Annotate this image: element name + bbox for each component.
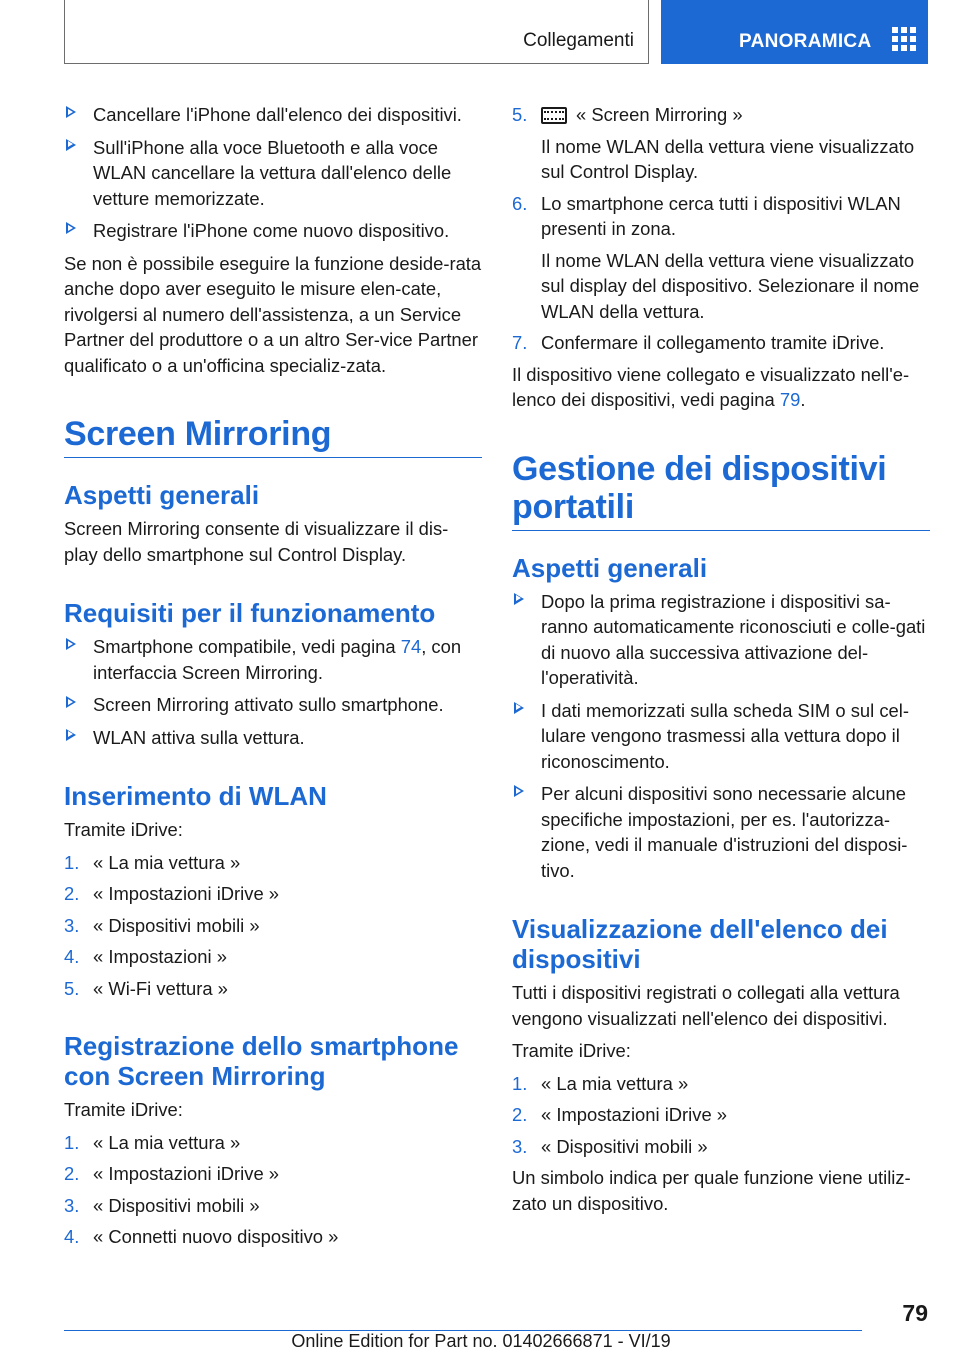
bullet-triangle-icon	[514, 702, 524, 714]
paragraph: Se non è possibile eseguire la funzione deside‐rata anche dopo aver eseguito le misure elen‐cate, rivolgersi al numero dell'assistenza, a un Service Partner del produttore o a un altro Ser‐vice Partner qualificato o a un'officina specializ‐zata.	[64, 252, 482, 376]
grid-icon	[892, 27, 916, 51]
step-item: 2. « Impostazioni iDrive »	[512, 1104, 728, 1125]
step-item: 5. « Wi-Fi vettura »	[64, 977, 228, 999]
paragraph: Tramite iDrive:	[64, 819, 183, 840]
bullet-triangle-icon	[66, 139, 76, 151]
step-item: 4. « Connetti nuovo dispositivo »	[64, 1226, 339, 1247]
list-item: I dati memorizzati sulla scheda SIM o sul cel‐lulare vengono trasmessi alla vettura dopo il riconoscimento.	[512, 698, 930, 775]
step-item: 6. Lo smartphone cerca tutti i dispositivi WLAN presenti in zona.	[512, 192, 901, 239]
bullet-triangle-icon	[66, 729, 76, 741]
subheading: Registrazione dello smartphone con Screen Mirroring	[64, 1031, 459, 1091]
overview-tab[interactable]	[661, 0, 928, 64]
bullet-triangle-icon	[514, 785, 524, 797]
list-item: Smartphone compatibile, vedi pagina 74, con interfaccia Screen Mirroring.	[64, 634, 482, 685]
subheading: Visualizzazione dell'elenco dei dispositivi	[512, 914, 888, 974]
subheading: Requisiti per il funzionamento	[64, 598, 436, 628]
paragraph: Un simbolo indica per quale funzione viene utiliz‐zato un dispositivo.	[512, 1167, 911, 1214]
page-number: 79	[902, 1300, 928, 1326]
left-column	[64, 102, 482, 1256]
footer-edition: Online Edition for Part no. 01402666871 - VI/19	[291, 1331, 671, 1351]
list-item: Sull'iPhone alla voce Bluetooth e alla voce WLAN cancellare la vettura dall'elenco delle vetture memorizzate.	[64, 135, 482, 212]
step-item: 2. « Impostazioni iDrive »	[64, 1163, 280, 1184]
step-item: 2. « Impostazioni iDrive »	[64, 883, 280, 904]
list-item: Screen Mirroring attivato sullo smartphone.	[64, 692, 482, 718]
step-item: 1. « La mia vettura »	[64, 851, 241, 873]
overview-tab-label: PANORAMICA	[739, 31, 872, 52]
subheading: Inserimento di WLAN	[64, 781, 327, 811]
screen-mirroring-icon	[541, 107, 567, 124]
step-item: 4. « Impostazioni »	[64, 946, 227, 967]
step-item: 3. « Dispositivi mobili »	[64, 914, 260, 936]
step-note: Il nome WLAN della vettura viene visualizzato sul display del dispositivo. Selezionare il nome WLAN della vettura.	[541, 249, 920, 322]
section-heading: Screen Mirroring	[64, 415, 482, 458]
list-item: Registrare l'iPhone come nuovo dispositivo.	[64, 218, 482, 244]
list-item: Per alcuni dispositivi sono necessarie alcune specifiche impostazioni, per es. l'autorizza‐zione, vedi il manuale d'istruzioni del disposi‐tivo.	[512, 781, 930, 883]
list-item: WLAN attiva sulla vettura.	[64, 725, 482, 751]
bullet-triangle-icon	[66, 696, 76, 708]
step-note: Il nome WLAN della vettura viene visualizzato sul Control Display.	[541, 135, 915, 182]
list-item: Dopo la prima registrazione i dispositivi sa‐ranno automaticamente riconosciuti e colle‐gati di nuovo alla successiva attivazione del‐l'operatività.	[512, 589, 930, 691]
right-column	[512, 102, 930, 1223]
header-section-label: Collegamenti	[523, 30, 634, 51]
step-item: 7. Confermare il collegamento tramite iDrive.	[512, 332, 885, 353]
section-heading: Gestione dei dispositivi portatili	[512, 450, 930, 531]
page-link[interactable]: 74	[400, 636, 422, 657]
list-item: Cancellare l'iPhone dall'elenco dei dispositivi.	[64, 102, 482, 128]
paragraph: Il dispositivo viene collegato e visualizzato nell'e‐lenco dei dispositivi, vedi pagina 79.	[512, 363, 910, 410]
step-item: 3. « Dispositivi mobili »	[512, 1135, 708, 1157]
bullet-triangle-icon	[514, 593, 524, 605]
paragraph: Tramite iDrive:	[64, 1099, 183, 1120]
bullet-triangle-icon	[66, 106, 76, 118]
bullet-triangle-icon	[66, 638, 76, 650]
paragraph: Tutti i dispositivi registrati o collegati alla vettura vengono visualizzati nell'elenco dei dispositivi.	[512, 982, 900, 1029]
step-item: 5. « Screen Mirroring »	[512, 104, 743, 125]
paragraph: Tramite iDrive:	[512, 1040, 631, 1061]
subheading: Aspetti generali	[64, 480, 260, 510]
step-item: 1. « La mia vettura »	[64, 1131, 241, 1153]
header-section-tab[interactable]	[64, 0, 649, 64]
bullet-triangle-icon	[66, 222, 76, 234]
subheading: Aspetti generali	[512, 552, 708, 583]
page-link[interactable]: 79	[779, 389, 801, 410]
step-item: 3. « Dispositivi mobili »	[64, 1194, 260, 1216]
step-item: 1. « La mia vettura »	[512, 1072, 689, 1094]
paragraph: Screen Mirroring consente di visualizzare il dis‐play dello smartphone sul Control Display.	[64, 518, 449, 565]
